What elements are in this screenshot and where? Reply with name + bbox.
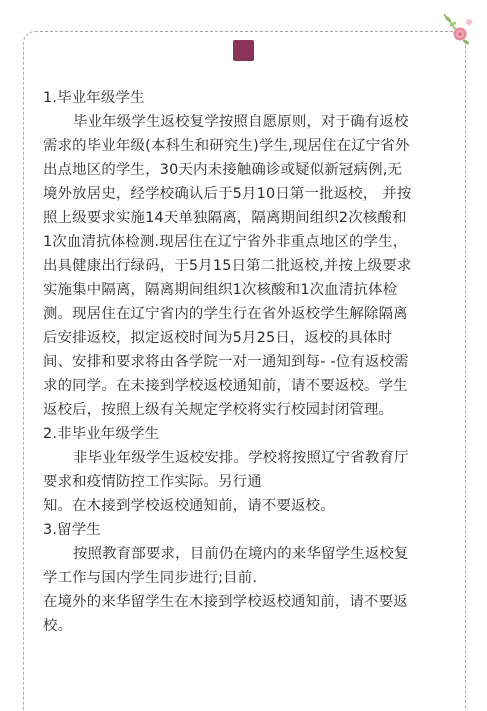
header-marker [233,40,254,61]
text-line: 实施集中隔离，隔离期间组织1次核酸和1次血清抗体检 [43,282,398,298]
text-line: 学工作与国内学生同步进行;目前. [43,570,258,586]
text-line: 需求的毕业年级(本科生和研究生)学生,现居住在辽宁省外 [43,138,410,154]
text-line: 非毕业年级学生返校安排。学校将按照辽宁省教育厅 [73,450,409,466]
text-line: 境外放居史，经学校确认后于5月10日第一批返校， 并按 [43,186,412,202]
text-line: 间、安排和要求将由各学院一对一通知到每- -位有返校需 [43,354,409,370]
text-line: 要求和疫情防控工作实际。另行通 [43,474,262,490]
text-line: 1.毕业年级学生 [43,90,145,106]
text-line: 1次血清抗体检测.现居住在辽宁省外非重点地区的学生， [43,234,408,250]
flower-decoration-icon [440,12,476,50]
notice-body [43,86,453,638]
text-line: 测。现居住在辽宁省内的学生行在省外返校学生解除隔离 [43,306,408,322]
text-line: 照上级要求实施14天单独隔离，隔离期间组织2次核酸和 [43,210,407,226]
text-line: 出点地区的学生，30天内未接触确诊或疑似新冠病例,无 [43,162,403,178]
text-line: 在境外的来华留学生在木接到学校返校通知前，请不要返 [43,594,408,610]
text-line: 出具健康出行绿码，于5月15日第二批返校,并按上级要求 [43,258,412,274]
text-line: 3.留学生 [43,522,101,538]
text-line: 2.非毕业年级学生 [43,426,160,442]
text-line: 毕业年级学生返校复学按照自愿原则，对于确有返校 [73,114,409,130]
text-line: 校。 [43,618,73,634]
text-line: 按照教育部要求，目前仍在境内的来华留学生返校复 [73,546,409,562]
text-line: 知。在木接到学校返校通知前，请不要返校。 [43,498,335,514]
text-line: 后安排返校，拟定返校时间为5月25日，返校的具体时 [43,330,393,346]
text-line: 求的同学。在未接到学校返校通知前，请不要返校。学生 [43,378,408,394]
text-line: 返校后，按照上级有关规定学校将实行校园封闭管理。 [43,402,394,418]
